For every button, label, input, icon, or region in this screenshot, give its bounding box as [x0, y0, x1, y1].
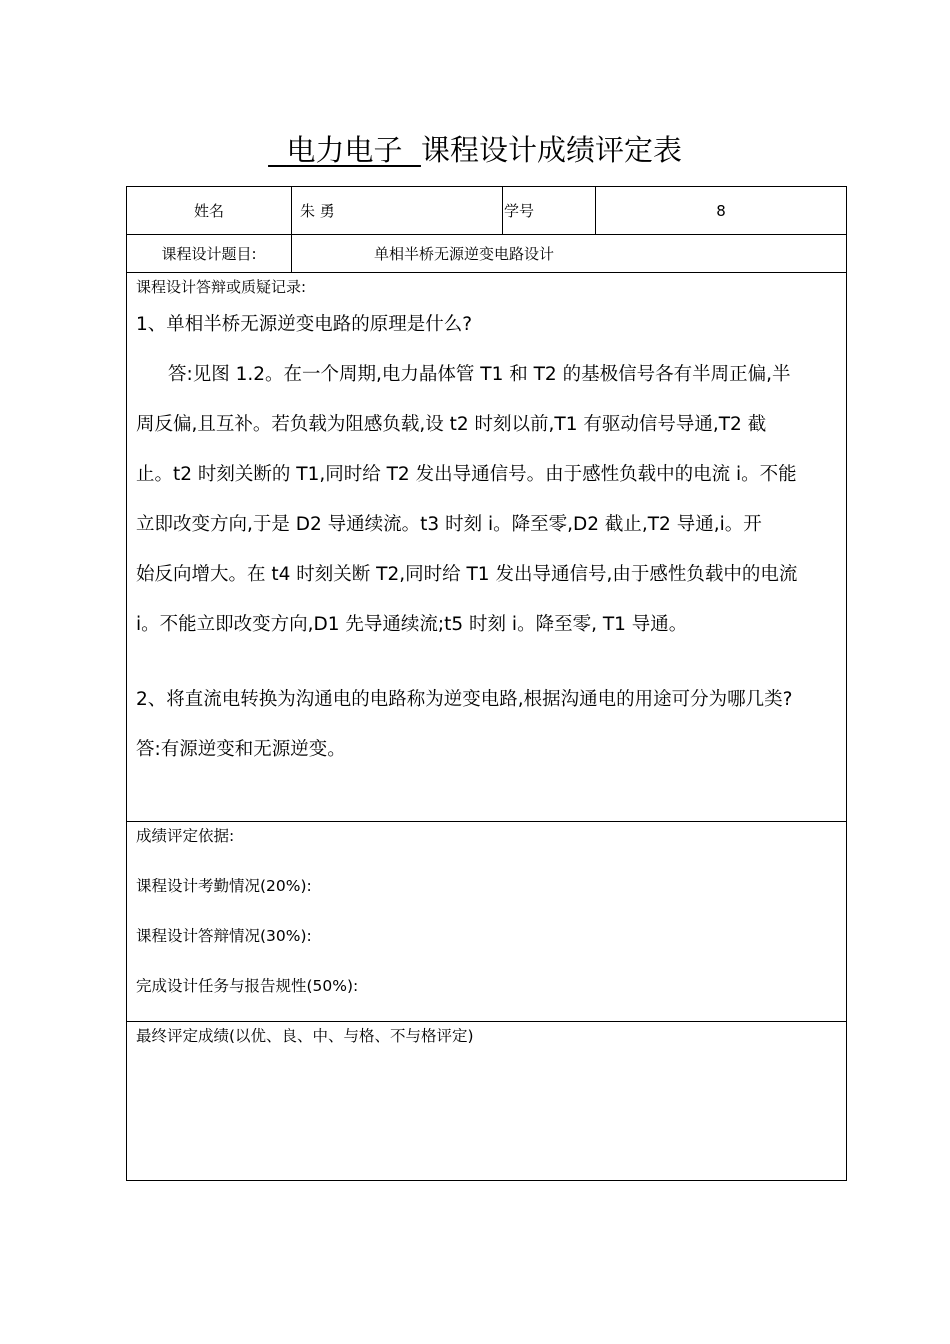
column-divider [291, 187, 292, 272]
question-2: 2、将直流电转换为沟通电的电路称为逆变电路,根据沟通电的用途可分为哪几类? [136, 689, 793, 710]
name-label: 姓名 [193, 202, 224, 220]
name-value: 朱 勇 [300, 202, 335, 220]
answer-1-line: 止。t2 时刻关断的 T1,同时给 T2 发出导通信号。由于感性负载中的电流 i。不能 [136, 464, 797, 485]
criteria-report: 完成设计任务与报告规性(50%): [136, 977, 359, 995]
topic-label: 课程设计题目: [161, 245, 257, 263]
criteria-heading: 成绩评定依据: [136, 827, 235, 845]
row-divider [127, 821, 846, 822]
row-divider [127, 1021, 846, 1022]
student-id-label: 学号 [504, 202, 535, 220]
column-divider [502, 187, 503, 234]
criteria-attendance: 课程设计考勤情况(20%): [136, 877, 312, 895]
question-1: 1、单相半桥无源逆变电路的原理是什么? [136, 314, 473, 335]
final-grade-heading: 最终评定成绩(以优、良、中、与格、不与格评定) [136, 1027, 474, 1045]
title-form-name: 课程设计成绩评定表 [420, 133, 682, 167]
defense-record [136, 300, 842, 775]
answer-1-line: 答:见图 1.2。在一个周期,电力晶体管 T1 和 T2 的基极信号各有半周正偏,半 [168, 364, 791, 385]
answer-1-line: i。不能立即改变方向,D1 先导通续流;t5 时刻 i。降至零, T1 导通。 [136, 614, 688, 635]
title-course-name: 电力电子 [286, 133, 403, 167]
answer-1-line: 始反向增大。在 t4 时刻关断 T2,同时给 T1 发出导通信号,由于感性负载中的电流 [136, 564, 798, 585]
answer-2: 答:有源逆变和无源逆变。 [136, 739, 346, 760]
student-id-value: 8 [716, 202, 726, 220]
row-divider [127, 234, 846, 235]
criteria-defense: 课程设计答辩情况(30%): [136, 927, 312, 945]
defense-heading: 课程设计答辩或质疑记录: [136, 278, 307, 296]
row-divider [127, 272, 846, 273]
topic-value: 单相半桥无源逆变电路设计 [374, 245, 555, 263]
evaluation-table [126, 186, 847, 1181]
answer-1-line: 周反偏,且互补。若负载为阻感负载,设 t2 时刻以前,T1 有驱动信号导通,T2 截 [136, 414, 767, 435]
answer-1-line: 立即改变方向,于是 D2 导通续流。t3 时刻 i。降至零,D2 截止,T2 导通,i。开 [136, 514, 762, 535]
page-title [0, 130, 950, 170]
